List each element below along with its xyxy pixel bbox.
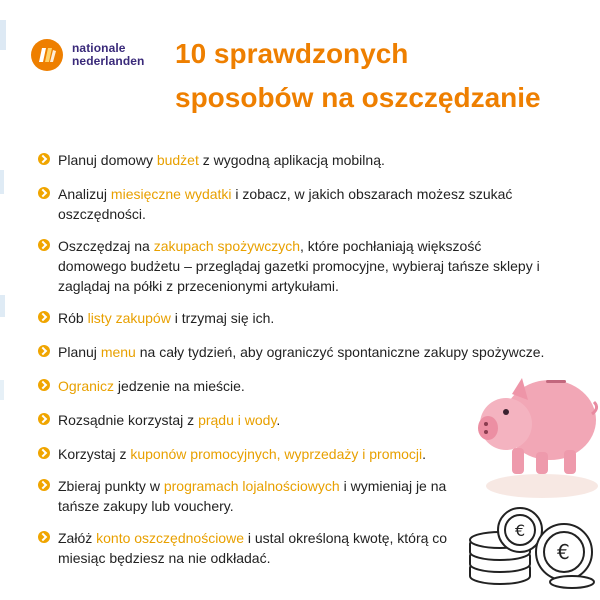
tip-segment: jedzenie na mieście. (114, 378, 245, 394)
tip-item (38, 410, 378, 430)
tip-highlight: Ogranicz (58, 378, 115, 394)
tip-item (38, 150, 578, 170)
title-line2: sposobów na oszczędzanie (175, 82, 541, 113)
arrow-right-circle-icon (38, 187, 50, 199)
tip-item (38, 476, 478, 516)
arrow-right-circle-icon (38, 531, 50, 543)
piggy-bank-icon (472, 358, 600, 500)
arrow-right-circle-icon (38, 447, 50, 459)
tip-item (38, 308, 438, 328)
tip-segment: i zobacz, w jakich obszarach możesz szukać oszczędności. (58, 186, 513, 222)
tip-segment: i wymieniaj je na tańsze zakupy lub vouchery. (58, 478, 447, 514)
tip-text (58, 236, 548, 296)
tip-text (58, 150, 578, 170)
tip-segment: . (276, 412, 281, 428)
tip-highlight: kuponów promocyjnych, wyprzedaży i promocji (130, 446, 423, 462)
tip-highlight: menu (100, 344, 136, 360)
tip-segment: Oszczędzaj na (58, 238, 154, 254)
tip-highlight: konto oszczędnościowe (96, 530, 244, 546)
arrow-right-circle-icon (38, 413, 50, 425)
arrow-right-circle-icon (38, 311, 50, 323)
tip-segment: Zbieraj punkty w (58, 478, 164, 494)
tip-segment: Analizuj (58, 186, 111, 202)
tip-highlight: prądu i wody (198, 412, 277, 428)
tip-text (58, 376, 378, 396)
tip-item (38, 444, 498, 464)
tip-text (58, 184, 518, 224)
tip-text (58, 308, 438, 328)
tip-highlight: programach lojalnościowych (163, 478, 340, 494)
arrow-right-circle-icon (38, 345, 50, 357)
arrow-right-circle-icon (38, 239, 50, 251)
brand-name (72, 42, 144, 68)
title-line1: 10 sprawdzonych (175, 38, 409, 69)
brand-logo (30, 38, 144, 72)
tip-segment: Rób (58, 310, 88, 326)
tip-segment: Planuj (58, 344, 101, 360)
tip-segment: na cały tydzień, aby ograniczyć spontaniczne zakupy spożywcze. (135, 344, 545, 360)
tip-segment: . (422, 446, 427, 462)
tip-segment: Rozsądnie korzystaj z (58, 412, 199, 428)
tip-text (58, 476, 478, 516)
tip-segment: i trzymaj się ich. (170, 310, 275, 326)
tip-item (38, 236, 548, 296)
tip-item (38, 376, 378, 396)
tip-segment: , które pochłaniają większość domowego budżetu – przeglądaj gazetki promocyjne, wybieraj tańsze sklepy i zaglądaj na półki z przecenionymi artykułami. (58, 238, 540, 294)
tip-segment: Planuj domowy (58, 152, 157, 168)
tip-text (58, 528, 458, 568)
tip-highlight: budżet (156, 152, 199, 168)
tip-highlight: miesięczne wydatki (110, 186, 232, 202)
tip-highlight: listy zakupów (87, 310, 171, 326)
arrow-right-circle-icon (38, 379, 50, 391)
coins-stack-icon (460, 492, 600, 592)
brand-line1: nationale (72, 41, 126, 55)
tip-segment: Korzystaj z (58, 446, 131, 462)
tip-highlight: zakupach spożywczych (153, 238, 301, 254)
page-title (175, 32, 575, 120)
svg-text:€: € (557, 540, 570, 564)
nn-logo-icon (30, 38, 64, 72)
arrow-right-circle-icon (38, 153, 50, 165)
tip-item (38, 184, 518, 224)
tip-segment: i ustal określoną kwotę, którą co miesiąc będziesz na nie odkładać. (58, 530, 448, 566)
svg-text:€: € (515, 521, 526, 540)
arrow-right-circle-icon (38, 479, 50, 491)
tip-text (58, 444, 498, 464)
brand-line2: nederlanden (72, 54, 145, 68)
tip-segment: z wygodną aplikacją mobilną. (198, 152, 385, 168)
watercolor-decoration (0, 0, 20, 600)
tip-text (58, 410, 378, 430)
tip-item (38, 528, 458, 568)
tip-segment: Załóż (58, 530, 97, 546)
